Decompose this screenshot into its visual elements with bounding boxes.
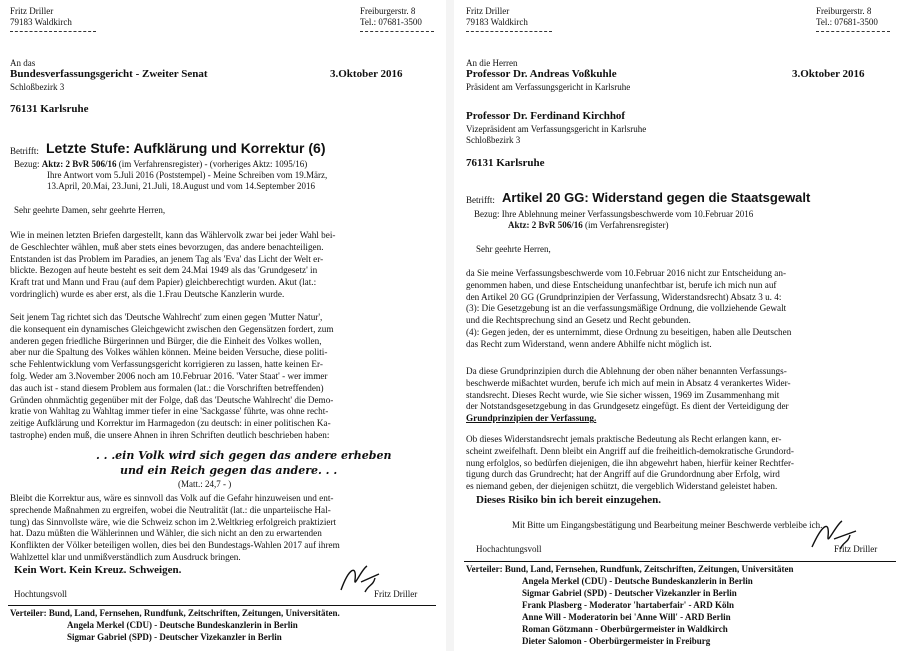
reference-line-1: Bezug: Ihre Ablehnung meiner Verfassungsbeschwerde vom 10.Februar 2016 <box>474 209 754 219</box>
distribution-item: Sigmar Gabriel (SPD) - Deutscher Vizekanzler in Berlin <box>67 632 282 642</box>
reference-line-2: Ihre Antwort vom 5.Juli 2016 (Poststempel) - Meine Schreiben vom 19.März, <box>47 170 328 180</box>
bible-quote-reference: (Matt.: 24,7 - ) <box>178 479 232 489</box>
recipient-1-title: Präsident am Verfassungsgericht in Karlsruhe <box>466 82 631 92</box>
salutation: Sehr geehrte Damen, sehr geehrte Herren, <box>14 205 166 215</box>
paragraph-2: Da diese Grundprinzipien durch die Ablehnung der oben näher benannten Verfassungs- beschwerde mißachtet wurden, berufe ich mich auf mein in Absatz 4 verankertes Wider- standsrecht. Dieses Recht wurde, wie Sie sicher wissen, 1969 im Zusammenhang mit der Notstandsgesetzgebung in das Grundgesetz eingefügt. Es dient der Verteidigung der Grundprinzipien der Verfassung. <box>466 366 791 424</box>
paragraph-1: da Sie meine Verfassungsbeschwerde vom 10.Februar 2016 nicht zur Entscheidung an- genommen haben, und diese Entscheidung unanfechtbar ist, berufe ich mich nun auf den Artikel 20 GG (Grundprinzipien der Verfassung, Widerstandsrecht) Absatz 3 u. 4: (3): Die Gesetzgebung ist an die verfassungsmäßige Ordnung, die vollziehende Gewalt und die Rechtsprechung sind an Gesetz und Recht gebunden. (4): Gegen jeden, der es unternimmt, diese Ordnung zu beseitigen, haben alle Deutschen das Recht zum Widerstand, wenn andere Abhilfe nicht möglich ist. <box>466 268 792 349</box>
recipient-1-name: Professor Dr. Andreas Voßkuhle <box>466 68 617 80</box>
paragraph-2: Seit jenem Tag richtet sich das 'Deutsche Wahlrecht' zum einen gegen 'Mutter Natur', die konsequent ein dynamisches Gleichgewicht zwischen den Gegensätzen fordert, zum anderen gegen friedliche Bürgerinnen und Bürger, die die Einheit des Volkes wollen, aber nur die Spaltung des Volkes wählen können. Meine beiden Versuche, diese politi- sche Fehlentwicklung vom Verfassungsgericht korrigieren zu lassen, hatte keinen Er- folg. Weder am 3.November 2006 noch am 10.Februar 2016. 'Vater Staat' - wer immer das auch ist - stand diesem Problem aus formalen (lat.: die Vorschriften betreffenden) Gründen ohnmächtig gegenüber mit der Folge, daß das 'Deutsche Wahlrecht' die Demo- kratie von Wahltag zu Wahltag immer tiefer in eine 'Sackgasse' führte, was ohne recht- zeitige Aufklärung und Korrektur im Harmagedon (zu deutsch: in einer politischen Ka- tastrophe) enden muß, die unsere Ahnen in ihren Schriften deutlich beschrieben haben: <box>10 312 334 440</box>
paragraph-3: Bleibt die Korrektur aus, wäre es sinnvoll das Volk auf die Gefahr hinzuweisen und ent- sprechende Maßnahmen zu ergreifen, wobei die Neutralität (lat.: die unparteiische Hal- tung) das Sinnvollste wäre, wie die Schweiz schon im 2.Weltkrieg erfolgreich praktiziert hat. Dazu müßten die Wählerinnen und Wähler, die sich nicht an den zu erwartenden Konflikten der Völker beteiligen wollen, dies bei den Bundestags-Wahlen 2017 auf ihrem Wahlzettel klar und unmißverständlich zum Ausdruck bringen. <box>10 493 340 562</box>
slogan: Kein Wort. Kein Kreuz. Schweigen. <box>14 564 182 576</box>
distribution-item: Roman Götzmann - Oberbürgermeister in Waldkirch <box>522 624 728 634</box>
subject-title: Artikel 20 GG: Widerstand gegen die Staatsgewalt <box>502 190 811 205</box>
closing-request: Mit Bitte um Eingangsbestätigung und Bearbeitung meiner Beschwerde verbleibe ich. <box>512 520 823 530</box>
distribution-item: Sigmar Gabriel (SPD) - Deutscher Vizekanzler in Berlin <box>522 588 737 598</box>
sender-name: Fritz Driller <box>10 6 54 16</box>
recipient-2-title: Vizepräsident am Verfassungsgericht in Karlsruhe <box>466 124 647 134</box>
distribution-item: Frank Plasberg - Moderator 'hartaberfair' - ARD Köln <box>522 600 735 610</box>
subject-title: Letzte Stufe: Aufklärung und Korrektur (6) <box>46 140 326 156</box>
recipient-street: Schloßbezirk 3 <box>466 135 521 145</box>
sender-street: Freiburgerstr. 8 <box>816 6 872 16</box>
divider <box>10 31 96 32</box>
page-gutter <box>446 0 454 651</box>
reference-line-3: 13.April, 20.Mai, 23.Juni, 21.Juli, 18.August und vom 14.September 2016 <box>47 181 315 191</box>
sender-phone: Tel.: 07681-3500 <box>816 17 878 27</box>
signature-name: Fritz Driller <box>834 544 878 554</box>
salutation: Sehr geehrte Herren, <box>476 244 551 254</box>
distribution-item: Angela Merkel (CDU) - Deutsche Bundeskanzlerin in Berlin <box>522 576 753 586</box>
closing: Hochtungsvoll <box>14 589 67 599</box>
letter-page-left <box>0 0 444 651</box>
sender-city: 79183 Waldkirch <box>10 17 72 27</box>
letter-page-right <box>456 0 900 651</box>
distribution-item: Angela Merkel (CDU) - Deutsche Bundeskanzlerin in Berlin <box>67 620 298 630</box>
reference-line-2: Aktz: 2 BvR 506/16 (im Verfahrensregister) <box>508 220 669 230</box>
paragraph-3: Ob dieses Widerstandsrecht jemals praktische Bedeutung als Recht erlangen kann, er- scheint zweifelhaft. Denn bleibt ein Angriff auf die freiheitlich-demokratische Grundord- nung erfolglos, so bedürfen diejenigen, die ihn abgewehrt haben, hierfür keiner Rechtfer- tigung durch das Grundrecht; hat der Angriff auf die Grundordnung aber Erfolg, wird es niemand geben, der diejenigen schützt, die vergeblich Widerstand geleistet haben. <box>466 434 794 492</box>
closing: Hochachtungsvoll <box>476 544 542 554</box>
address-intro: An das <box>10 58 36 68</box>
recipient-name: Bundesverfassungsgericht - Zweiter Senat <box>10 68 208 80</box>
sender-city: 79183 Waldkirch <box>466 17 528 27</box>
distribution-item: Anne Will - Moderatorin bei 'Anne Will' - ARD Berlin <box>522 612 731 622</box>
subject-label: Betrifft: <box>10 146 39 156</box>
reference-line-1: Bezug: Aktz: 2 BvR 506/16 (im Verfahrensregister) - (vorheriges Aktz: 1095/16) <box>14 159 308 169</box>
divider <box>360 31 434 32</box>
risk-statement: Dieses Risiko bin ich bereit einzugehen. <box>476 494 661 506</box>
letter-date: 3.Oktober 2016 <box>792 68 865 80</box>
distribution-intro: Verteiler: Bund, Land, Fernsehen, Rundfunk, Zeitschriften, Zeitungen, Universitäten. <box>10 608 340 618</box>
subject-label: Betrifft: <box>466 195 495 205</box>
bible-quote-line-1: . . .ein Volk wird sich gegen das andere erheben <box>96 449 392 462</box>
sender-street: Freiburgerstr. 8 <box>360 6 416 16</box>
divider <box>464 561 896 562</box>
sender-phone: Tel.: 07681-3500 <box>360 17 422 27</box>
signature-name: Fritz Driller <box>374 589 418 599</box>
paragraph-1: Wie in meinen letzten Briefen dargestellt, kann das Wählervolk zwar bei jeder Wahl bei- de Geschlechter wählen, muß aber stets eines bevorzugen, das andere benachteiligen. Entstanden ist das Problem im Paradies, an jenem Tag als 'Eva' das Licht der Welt er- blickte. Bezogen auf heute besteht es seit dem 24.Mai 1949 als das 'Grundgesetz' in Kraft trat und Mann und Frau (auf dem Papier) gleichberechtigt wurden. Akut (lat.: vordringlich) wurde es aber erst, als die 1.Frau Deutsche Kanzlerin wurde. <box>10 230 336 299</box>
letter-date: 3.Oktober 2016 <box>330 68 403 80</box>
divider <box>466 31 552 32</box>
divider <box>8 605 436 606</box>
recipient-city: 76131 Karlsruhe <box>466 157 545 169</box>
divider <box>816 31 890 32</box>
address-intro: An die Herren <box>466 58 518 68</box>
recipient-street: Schloßbezirk 3 <box>10 82 65 92</box>
sender-name: Fritz Driller <box>466 6 510 16</box>
distribution-intro: Verteiler: Bund, Land, Fernsehen, Rundfunk, Zeitschriften, Zeitungen, Universitäten <box>466 564 794 574</box>
recipient-city: 76131 Karlsruhe <box>10 103 89 115</box>
bible-quote-line-2: und ein Reich gegen das andere. . . <box>120 464 338 477</box>
distribution-item: Dieter Salomon - Oberbürgermeister in Freiburg <box>522 636 711 646</box>
recipient-2-name: Professor Dr. Ferdinand Kirchhof <box>466 110 626 122</box>
